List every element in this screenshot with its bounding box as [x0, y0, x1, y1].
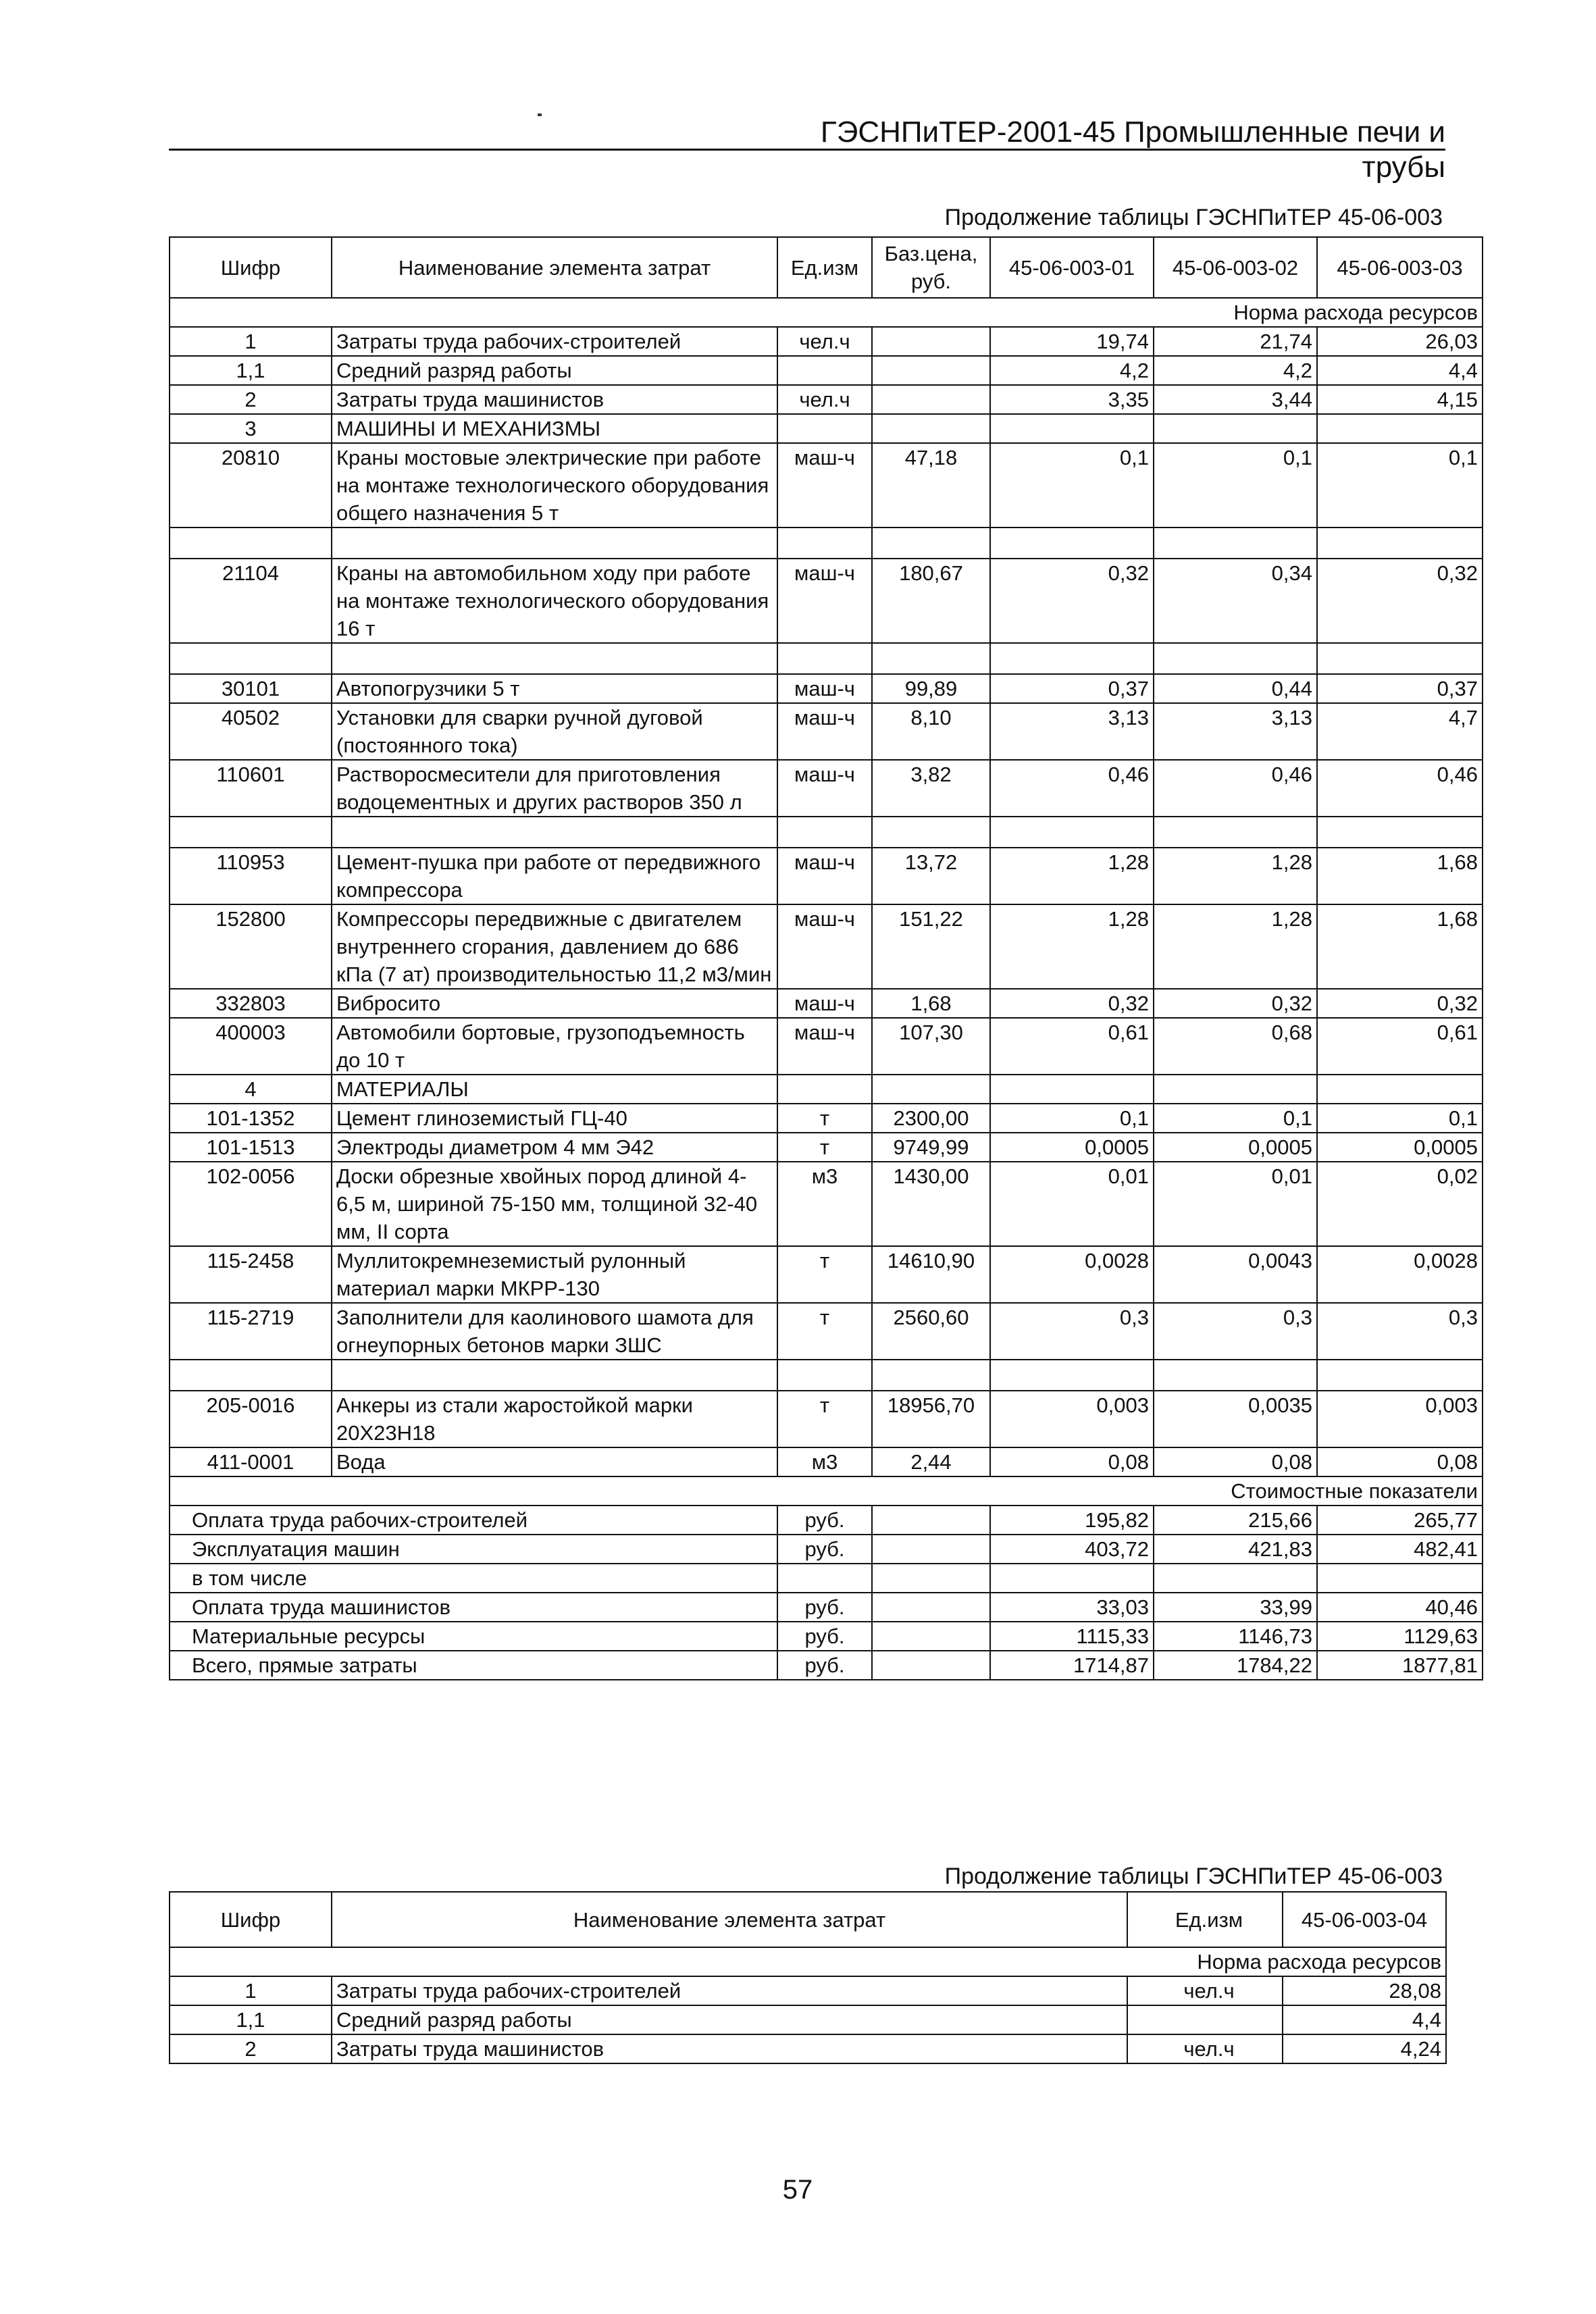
cost-row-unit: руб.: [777, 1535, 872, 1564]
cost-row-value-2: 1146,73: [1154, 1622, 1317, 1651]
row-value-3: 0,02: [1317, 1162, 1483, 1246]
cost-row-value-3: [1317, 1564, 1483, 1593]
row-value-3: 0,0005: [1317, 1133, 1483, 1162]
spacer-cell: [170, 817, 332, 848]
row-value-3: [1317, 414, 1483, 443]
spacer-cell: [1154, 528, 1317, 559]
row-name: Установки для сварки ручной дуговой (постоянного тока): [332, 703, 777, 760]
table1-header-code: Шифр: [170, 237, 332, 298]
row-unit: чел.ч: [777, 385, 872, 414]
table2-header-name-text: Наименование элемента затрат: [573, 1907, 886, 1932]
row-unit: м3: [777, 1447, 872, 1476]
cost-row-value-1: 1115,33: [990, 1622, 1154, 1651]
spacer-cell: [1317, 643, 1483, 674]
row-value-3: 0,46: [1317, 760, 1483, 817]
row-value-3: 0,61: [1317, 1018, 1483, 1075]
table-row: [170, 414, 1483, 443]
table1-header-unit: Ед.изм: [777, 237, 872, 298]
row-name: Средний разряд работы: [332, 356, 777, 385]
row-price: [872, 414, 990, 443]
row-unit: маш-ч: [777, 760, 872, 817]
row-value-3: 0,1: [1317, 1104, 1483, 1133]
row-code: 205-0016: [170, 1391, 332, 1447]
row-name: Растворосмесители для приготовления водоцементных и других растворов 350 л: [332, 760, 777, 817]
row-unit: маш-ч: [777, 989, 872, 1018]
row-value-3: 26,03: [1317, 327, 1483, 356]
row-value-2: 4,2: [1154, 356, 1317, 385]
row-price: 107,30: [872, 1018, 990, 1075]
row-code: 30101: [170, 674, 332, 703]
row-value-1: 0,1: [990, 443, 1154, 528]
cost-row-value-3: 482,41: [1317, 1535, 1483, 1564]
table1-norma-label: Норма расхода ресурсов: [170, 298, 1483, 327]
spacer-cell: [777, 528, 872, 559]
spacer-cell: [1154, 817, 1317, 848]
table-row: [170, 2034, 1446, 2063]
row-price: 99,89: [872, 674, 990, 703]
cost-row-price: [872, 1535, 990, 1564]
cost-row-unit: руб.: [777, 1593, 872, 1622]
row-code: 2: [170, 385, 332, 414]
row-value-2: 0,01: [1154, 1162, 1317, 1246]
row-value-2: 21,74: [1154, 327, 1317, 356]
row-code: 2: [170, 2034, 332, 2063]
row-name: Затраты труда рабочих-строителей: [332, 327, 777, 356]
cost-row-price: [872, 1622, 990, 1651]
row-code: 1: [170, 327, 332, 356]
row-value-2: 1,28: [1154, 904, 1317, 989]
spacer-cell: [777, 817, 872, 848]
table-spacer-row: [170, 1360, 1483, 1391]
row-value-1: 0,08: [990, 1447, 1154, 1476]
cost-row-unit: руб.: [777, 1651, 872, 1680]
cost-row-value-2: 33,99: [1154, 1593, 1317, 1622]
row-value-1: 0,01: [990, 1162, 1154, 1246]
row-code: 115-2719: [170, 1303, 332, 1360]
row-value-1: 0,32: [990, 559, 1154, 643]
row-name: Краны мостовые электрические при работе на монтаже технологического оборудования общего назначения 5 т: [332, 443, 777, 528]
row-code: 152800: [170, 904, 332, 989]
row-code: 1: [170, 1976, 332, 2005]
row-value-3: 0,003: [1317, 1391, 1483, 1447]
table-row: [170, 1075, 1483, 1104]
row-unit-price: [1127, 1976, 1283, 2005]
table-row: [170, 1303, 1483, 1360]
row-value-2: 0,34: [1154, 559, 1317, 643]
row-value-1: 0,32: [990, 989, 1154, 1018]
spacer-cell: [990, 1360, 1154, 1391]
table1-norma-row: [170, 298, 1483, 327]
row-value-2: 0,08: [1154, 1447, 1317, 1476]
row-value-1: 4,2: [990, 356, 1154, 385]
row-unit: маш-ч: [777, 674, 872, 703]
row-unit: маш-ч: [777, 848, 872, 904]
row-price: 47,18: [872, 443, 990, 528]
table1-header-col1: 45-06-003-01: [990, 237, 1154, 298]
row-price: 8,10: [872, 703, 990, 760]
row-price: 1430,00: [872, 1162, 990, 1246]
cost-row-unit: руб.: [777, 1506, 872, 1535]
table2-norma-row: [170, 1947, 1446, 1976]
row-value-2: 0,0035: [1154, 1391, 1317, 1447]
row-value-1: 19,74: [990, 327, 1154, 356]
table-row: [170, 848, 1483, 904]
cost-row-value-2: 215,66: [1154, 1506, 1317, 1535]
row-value-4: 4,24: [1283, 2034, 1446, 2063]
row-unit: т: [777, 1246, 872, 1303]
row-name: Электроды диаметром 4 мм Э42: [332, 1133, 777, 1162]
row-value-1: 0,0005: [990, 1133, 1154, 1162]
cost-row-unit: [777, 1564, 872, 1593]
row-unit: чел.ч: [1183, 1979, 1235, 2003]
row-value-2: 0,1: [1154, 1104, 1317, 1133]
row-name: Автомобили бортовые, грузоподъемность до 10 т: [332, 1018, 777, 1075]
row-unit: т: [777, 1391, 872, 1447]
spacer-cell: [170, 643, 332, 674]
running-header: ГЭСНПиТЕР-2001-45 Промышленные печи и трубы: [820, 115, 1445, 184]
row-value-3: [1317, 1075, 1483, 1104]
row-name: Вода: [332, 1447, 777, 1476]
table-row: [170, 1162, 1483, 1246]
cost-row-unit: руб.: [777, 1622, 872, 1651]
row-name: Автопогрузчики 5 т: [332, 674, 777, 703]
table2-header-unit-price: [1127, 1892, 1283, 1947]
row-value-3: 0,1: [1317, 443, 1483, 528]
row-value-2: 0,44: [1154, 674, 1317, 703]
row-unit-price: [1127, 2005, 1283, 2034]
row-price: 2300,00: [872, 1104, 990, 1133]
row-unit-price: [1127, 2034, 1283, 2063]
row-value-1: [990, 1075, 1154, 1104]
row-name: Краны на автомобильном ходу при работе на монтаже технологического оборудования 16 т: [332, 559, 777, 643]
row-value-1: 3,13: [990, 703, 1154, 760]
spacer-cell: [332, 817, 777, 848]
cost-row-value-1: 195,82: [990, 1506, 1154, 1535]
table-row: [170, 443, 1483, 528]
cost-row: [170, 1564, 1483, 1593]
row-value-3: 0,37: [1317, 674, 1483, 703]
row-price: 3,82: [872, 760, 990, 817]
row-code: 20810: [170, 443, 332, 528]
cost-row-price: [872, 1506, 990, 1535]
table2-header-name: [332, 1892, 1127, 1947]
cost-row: [170, 1651, 1483, 1680]
table-row: [170, 989, 1483, 1018]
cost-row-price: [872, 1593, 990, 1622]
row-value-1: 3,35: [990, 385, 1154, 414]
row-name: МАШИНЫ И МЕХАНИЗМЫ: [332, 414, 777, 443]
cost-row-price: [872, 1651, 990, 1680]
table-row: [170, 327, 1483, 356]
cost-row-label: Эксплуатация машин: [170, 1535, 777, 1564]
row-name: Затраты труда машинистов: [332, 385, 777, 414]
row-name: Цемент-пушка при работе от передвижного компрессора: [332, 848, 777, 904]
row-unit: маш-ч: [777, 904, 872, 989]
row-code: 21104: [170, 559, 332, 643]
row-unit: [1128, 2006, 1283, 2034]
table1-header-col3: 45-06-003-03: [1317, 237, 1483, 298]
row-code: 411-0001: [170, 1447, 332, 1476]
table-spacer-row: [170, 528, 1483, 559]
row-name: Затраты труда машинистов: [332, 2034, 1127, 2063]
table-row: [170, 1018, 1483, 1075]
row-value-1: 0,0028: [990, 1246, 1154, 1303]
row-value-3: 4,15: [1317, 385, 1483, 414]
row-price: 180,67: [872, 559, 990, 643]
row-value-4: 28,08: [1283, 1976, 1446, 2005]
row-unit: маш-ч: [777, 443, 872, 528]
table-row: [170, 674, 1483, 703]
row-value-3: 0,3: [1317, 1303, 1483, 1360]
row-code: 332803: [170, 989, 332, 1018]
cost-row-label: Всего, прямые затраты: [170, 1651, 777, 1680]
row-price: 1,68: [872, 989, 990, 1018]
row-value-2: [1154, 414, 1317, 443]
cost-row-value-1: 403,72: [990, 1535, 1154, 1564]
row-value-1: 1,28: [990, 904, 1154, 989]
row-code: 110601: [170, 760, 332, 817]
table1-header-name: Наименование элемента затрат: [332, 237, 777, 298]
cost-row-price: [872, 1564, 990, 1593]
table1-header-price: Баз.цена, руб.: [872, 237, 990, 298]
table1-header-col2: 45-06-003-02: [1154, 237, 1317, 298]
row-value-1: 0,37: [990, 674, 1154, 703]
cost-row-value-3: 1877,81: [1317, 1651, 1483, 1680]
cost-row-value-3: 40,46: [1317, 1593, 1483, 1622]
row-unit: маш-ч: [777, 703, 872, 760]
cost-row-value-2: [1154, 1564, 1317, 1593]
spacer-cell: [990, 643, 1154, 674]
row-code: 40502: [170, 703, 332, 760]
cost-row-value-3: 1129,63: [1317, 1622, 1483, 1651]
row-code: 115-2458: [170, 1246, 332, 1303]
spacer-cell: [1154, 1360, 1317, 1391]
spacer-cell: [990, 528, 1154, 559]
cost-row: [170, 1593, 1483, 1622]
table-row: [170, 1976, 1446, 2005]
row-value-2: 0,1: [1154, 443, 1317, 528]
row-value-1: 0,61: [990, 1018, 1154, 1075]
spacer-cell: [332, 1360, 777, 1391]
spacer-cell: [872, 643, 990, 674]
cost-row-value-2: 1784,22: [1154, 1651, 1317, 1680]
cost-row-label: Оплата труда машинистов: [170, 1593, 777, 1622]
row-price: 151,22: [872, 904, 990, 989]
cost-row-value-1: 33,03: [990, 1593, 1154, 1622]
row-name: Доски обрезные хвойных пород длиной 4-6,5 м, шириной 75-150 мм, толщиной 32-40 мм, II сорта: [332, 1162, 777, 1246]
cost-row: [170, 1622, 1483, 1651]
spacer-cell: [1154, 643, 1317, 674]
row-unit: маш-ч: [777, 1018, 872, 1075]
spacer-cell: [170, 1360, 332, 1391]
spacer-cell: [990, 817, 1154, 848]
row-name: Заполнители для каолинового шамота для огнеупорных бетонов марки ЗШС: [332, 1303, 777, 1360]
row-unit: [777, 414, 872, 443]
row-price: [872, 385, 990, 414]
row-value-3: 0,08: [1317, 1447, 1483, 1476]
table1-cost-label-row: [170, 1476, 1483, 1506]
row-price: [872, 356, 990, 385]
table-spacer-row: [170, 817, 1483, 848]
table2-header-col4: 45-06-003-04: [1283, 1892, 1446, 1947]
spacer-cell: [1317, 528, 1483, 559]
table2-norma-label: Норма расхода ресурсов: [170, 1947, 1446, 1976]
table-row: [170, 904, 1483, 989]
spacer-cell: [777, 1360, 872, 1391]
table-row: [170, 559, 1483, 643]
row-code: 110953: [170, 848, 332, 904]
row-name: Цемент глиноземистый ГЦ-40: [332, 1104, 777, 1133]
spacer-cell: [872, 817, 990, 848]
row-value-1: 0,46: [990, 760, 1154, 817]
spacer-cell: [170, 528, 332, 559]
table2-header-unit: Ед.изм: [1175, 1907, 1243, 1932]
row-value-2: 0,46: [1154, 760, 1317, 817]
row-price: 9749,99: [872, 1133, 990, 1162]
row-price: 2560,60: [872, 1303, 990, 1360]
row-value-1: 0,003: [990, 1391, 1154, 1447]
cost-row-value-1: 1714,87: [990, 1651, 1154, 1680]
row-code: 101-1352: [170, 1104, 332, 1133]
table2-header-code: Шифр: [170, 1892, 332, 1947]
row-value-2: 0,32: [1154, 989, 1317, 1018]
row-value-2: 3,13: [1154, 703, 1317, 760]
row-value-1: [990, 414, 1154, 443]
row-unit: [777, 1075, 872, 1104]
row-value-3: 4,4: [1317, 356, 1483, 385]
row-code: 1,1: [170, 356, 332, 385]
row-value-3: 1,68: [1317, 848, 1483, 904]
cost-row-value-1: [990, 1564, 1154, 1593]
row-unit: т: [777, 1303, 872, 1360]
scan-speck: [538, 113, 542, 116]
cost-row-value-2: 421,83: [1154, 1535, 1317, 1564]
row-price: 13,72: [872, 848, 990, 904]
row-name: Компрессоры передвижные с двигателем внутреннего сгорания, давлением до 686 кПа (7 ат) производительностью 11,2 м3/мин: [332, 904, 777, 989]
row-value-1: 1,28: [990, 848, 1154, 904]
row-name: МАТЕРИАЛЫ: [332, 1075, 777, 1104]
table-row: [170, 703, 1483, 760]
row-name: Вибросито: [332, 989, 777, 1018]
row-code: 3: [170, 414, 332, 443]
header-rule: [169, 149, 1445, 151]
table-row: [170, 1104, 1483, 1133]
spacer-cell: [872, 1360, 990, 1391]
row-code: 1,1: [170, 2005, 332, 2034]
table-spacer-row: [170, 643, 1483, 674]
row-value-1: 0,3: [990, 1303, 1154, 1360]
table-row: [170, 1447, 1483, 1476]
cost-row-label: в том числе: [170, 1564, 777, 1593]
cost-row: [170, 1506, 1483, 1535]
row-unit: чел.ч: [777, 327, 872, 356]
table1-cost-label: Стоимостные показатели: [170, 1476, 1483, 1506]
row-unit: т: [777, 1133, 872, 1162]
cost-row-label: Оплата труда рабочих-строителей: [170, 1506, 777, 1535]
row-value-3: 0,32: [1317, 989, 1483, 1018]
cost-row-label: Материальные ресурсы: [170, 1622, 777, 1651]
table2-resources: [169, 1891, 1447, 2064]
spacer-cell: [332, 528, 777, 559]
row-unit: м3: [777, 1162, 872, 1246]
row-value-2: 3,44: [1154, 385, 1317, 414]
row-code: 400003: [170, 1018, 332, 1075]
row-value-4: 4,4: [1283, 2005, 1446, 2034]
table1-resources: [169, 236, 1483, 1680]
table1-caption: Продолжение таблицы ГЭСНПиТЕР 45-06-003: [944, 205, 1443, 230]
spacer-cell: [332, 643, 777, 674]
row-name: Муллитокремнеземистый рулонный материал марки МКРР-130: [332, 1246, 777, 1303]
row-code: 4: [170, 1075, 332, 1104]
cost-row: [170, 1535, 1483, 1564]
row-value-2: 0,68: [1154, 1018, 1317, 1075]
page-number: 57: [782, 2175, 813, 2205]
row-value-3: 0,32: [1317, 559, 1483, 643]
row-value-2: [1154, 1075, 1317, 1104]
table-row: [170, 385, 1483, 414]
row-unit: [777, 356, 872, 385]
row-value-3: 4,7: [1317, 703, 1483, 760]
row-value-2: 0,0005: [1154, 1133, 1317, 1162]
table2-caption: Продолжение таблицы ГЭСНПиТЕР 45-06-003: [944, 1863, 1443, 1889]
row-unit: чел.ч: [1183, 2037, 1235, 2061]
row-name: Анкеры из стали жаростойкой марки 20Х23Н18: [332, 1391, 777, 1447]
row-value-2: 1,28: [1154, 848, 1317, 904]
table-row: [170, 1133, 1483, 1162]
row-name: Средний разряд работы: [332, 2005, 1127, 2034]
row-value-1: 0,1: [990, 1104, 1154, 1133]
row-code: 102-0056: [170, 1162, 332, 1246]
table-row: [170, 1246, 1483, 1303]
spacer-cell: [777, 643, 872, 674]
row-code: 101-1513: [170, 1133, 332, 1162]
spacer-cell: [1317, 817, 1483, 848]
row-price: [872, 1075, 990, 1104]
row-value-3: 0,0028: [1317, 1246, 1483, 1303]
row-price: 14610,90: [872, 1246, 990, 1303]
row-price: [872, 327, 990, 356]
table-row: [170, 760, 1483, 817]
row-price: 18956,70: [872, 1391, 990, 1447]
row-value-3: 1,68: [1317, 904, 1483, 989]
cost-row-value-3: 265,77: [1317, 1506, 1483, 1535]
table-row: [170, 356, 1483, 385]
row-value-2: 0,3: [1154, 1303, 1317, 1360]
spacer-cell: [872, 528, 990, 559]
row-unit: маш-ч: [777, 559, 872, 643]
spacer-cell: [1317, 1360, 1483, 1391]
row-name: Затраты труда рабочих-строителей: [332, 1976, 1127, 2005]
table-row: [170, 1391, 1483, 1447]
row-value-2: 0,0043: [1154, 1246, 1317, 1303]
row-unit: т: [777, 1104, 872, 1133]
row-price: 2,44: [872, 1447, 990, 1476]
table-row: [170, 2005, 1446, 2034]
